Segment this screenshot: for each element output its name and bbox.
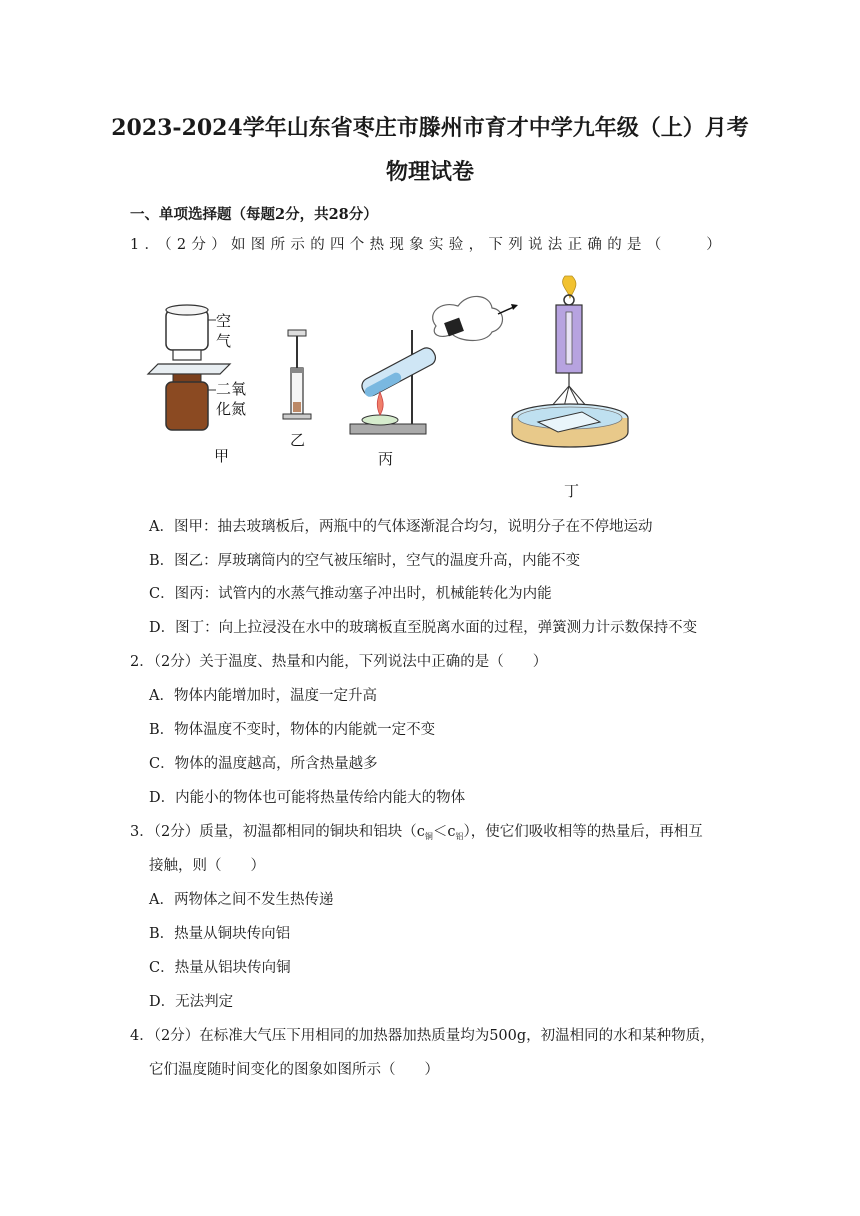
question-2-option-b[interactable]: B．物体温度不变时，物体的内能就一定不变 — [149, 722, 436, 738]
air-label-1: 空 — [216, 312, 232, 330]
question-1-option-c[interactable]: C．图丙：试管内的水蒸气推动塞子冲出时，机械能转化为内能 — [149, 586, 552, 602]
air-label-2: 气 — [216, 332, 232, 350]
question-3-stem-part1: 3．（2分）质量，初温都相同的铜块和铝块（c — [130, 824, 425, 840]
figure-label-ding: 丁 — [564, 482, 580, 500]
question-2-option-c[interactable]: C．物体的温度越高，所含热量越多 — [149, 756, 378, 772]
question-3-stem-continued: 接触，则（ ） — [149, 858, 265, 874]
figure-label-yi: 乙 — [290, 431, 306, 449]
question-3-stem-part2: ＜c — [432, 824, 456, 840]
compression-tube-diagram — [283, 330, 311, 449]
figure-label-bing: 丙 — [378, 450, 394, 468]
question-3-stem — [130, 822, 703, 847]
question-4-stem: 4．（2分）在标准大气压下用相同的加热器加热质量均为500g，初温相同的水和某种物质， — [130, 1028, 715, 1044]
steam-cork-diagram — [350, 296, 518, 468]
question-1-option-b[interactable]: B．图乙：厚玻璃筒内的空气被压缩时，空气的温度升高，内能不变 — [149, 553, 581, 569]
figure-label-jia: 甲 — [214, 447, 230, 465]
question-3-stem-part3: ），使它们吸收相等的热量后，再相互 — [463, 824, 703, 840]
exam-title-line2: 物理试卷 — [385, 159, 474, 185]
question-2-option-a[interactable]: A．物体内能增加时，温度一定升高 — [149, 688, 377, 704]
question-2-stem: 2．（2分）关于温度、热量和内能，下列说法中正确的是（ ） — [130, 654, 548, 670]
exam-title-line1: 2023-2024学年山东省枣庄市滕州市育才中学九年级（上）月考 — [111, 115, 749, 141]
aluminum-subscript: 铝 — [455, 832, 464, 841]
question-1-option-a[interactable]: A．图甲：抽去玻璃板后，两瓶中的气体逐渐混合均匀，说明分子在不停地运动 — [149, 519, 653, 535]
question-4-stem-continued: 它们温度随时间变化的图象如图所示（ ） — [149, 1062, 439, 1078]
section-heading: 一、单项选择题（每题2分，共28分） — [130, 206, 378, 223]
question-3-option-c[interactable]: C．热量从铝块传向铜 — [149, 960, 291, 976]
question-3-option-d[interactable]: D．无法判定 — [149, 994, 234, 1010]
question-1-option-d[interactable]: D．图丁：向上拉浸没在水中的玻璃板直至脱离水面的过程，弹簧测力计示数保持不变 — [149, 620, 698, 636]
question-1-stem: 1．（2分）如图所示的四个热现象实验，下列说法正确的是（ ） — [130, 237, 726, 253]
no2-label-2: 化氮 — [216, 400, 247, 418]
spring-balance-diagram — [512, 276, 628, 500]
diffusion-jars-diagram — [148, 305, 246, 465]
no2-label-1: 二氧 — [216, 380, 247, 398]
question-3-option-a[interactable]: A．两物体之间不发生热传递 — [149, 892, 334, 908]
question-3-option-b[interactable]: B．热量从铜块传向铝 — [149, 926, 291, 942]
copper-subscript: 铜 — [424, 832, 433, 841]
question-2-option-d[interactable]: D．内能小的物体也可能将热量传给内能大的物体 — [149, 790, 466, 806]
thermal-experiments-figure — [140, 270, 660, 505]
